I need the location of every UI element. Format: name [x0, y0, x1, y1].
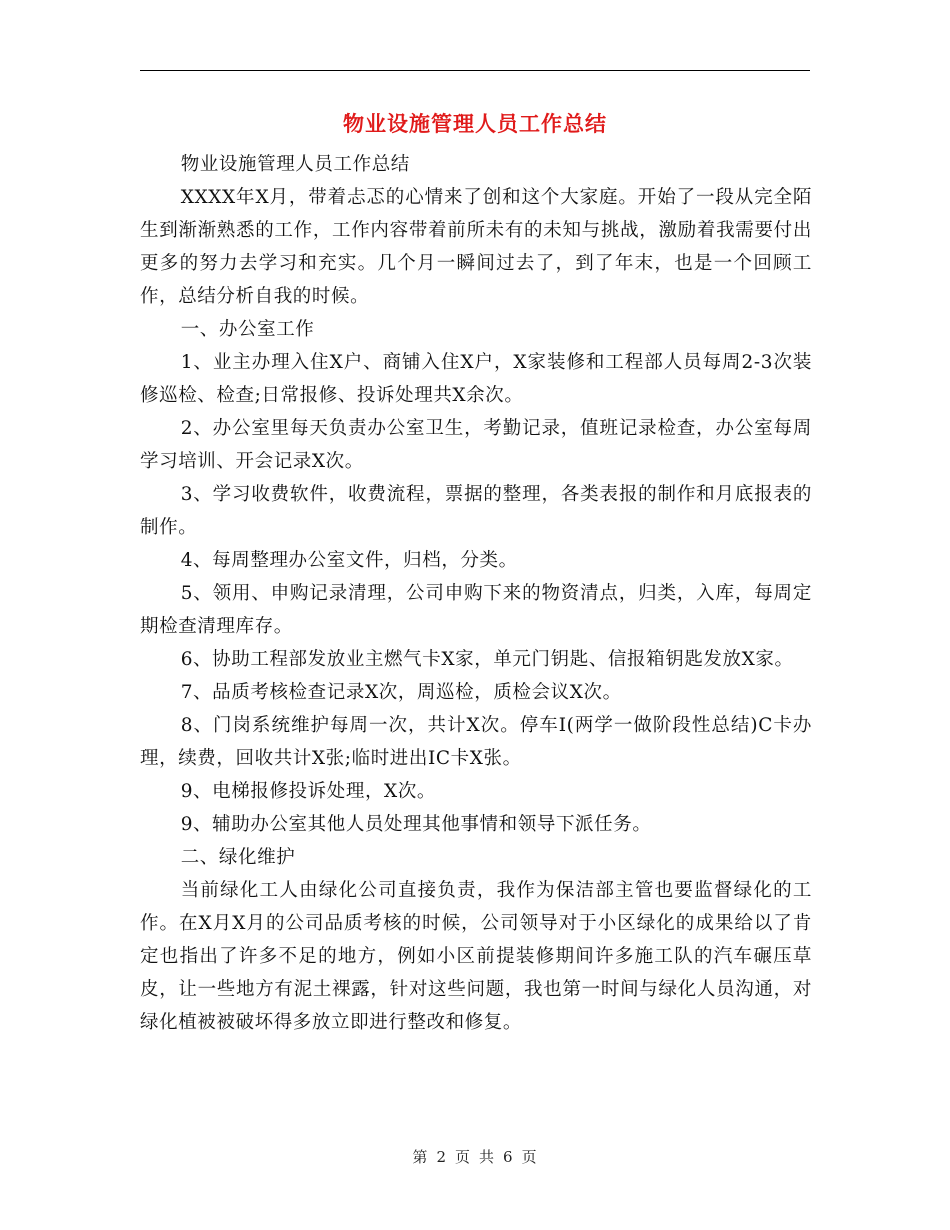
document-title: 物业设施管理人员工作总结 — [343, 111, 607, 136]
list-item: 9、电梯报修投诉处理，X次。 — [180, 781, 437, 802]
list-item: 2、办公室里每天负责办公室卫生，考勤记录，值班记录检查，办公室每周学习培训、开会记录X次。 — [140, 418, 812, 472]
list-item: 7、品质考核检查记录X次，周巡检，质检会议X次。 — [180, 682, 622, 703]
footer-current-page: 2 — [436, 1148, 447, 1166]
list-item: 8、门岗系统维护每周一次，共计X次。停车I(两学一做阶段性总结)C卡办理，续费，回收共计X张;临时进出IC卡X张。 — [140, 715, 812, 769]
paragraph-subtitle: 物业设施管理人员工作总结 — [180, 154, 410, 175]
list-item: 3、学习收费软件，收费流程，票据的整理，各类表报的制作和月底报表的制作。 — [140, 484, 812, 538]
section-heading-greening: 二、绿化维护 — [180, 847, 296, 868]
footer-total-unit: 页 — [521, 1148, 538, 1166]
page-footer — [0, 1146, 950, 1167]
list-item: 1、业主办理入住X户、商铺入住X户，X家装修和工程部人员每周2-3次装修巡检、检查;日常报修、投诉处理共X余次。 — [140, 352, 812, 406]
footer-total-prefix: 共 — [479, 1148, 496, 1166]
paragraph-greening: 当前绿化工人由绿化公司直接负责，我作为保洁部主管也要监督绿化的工作。在X月X月的公司品质考核的时候，公司领导对于小区绿化的成果给以了肯定也指出了许多不足的地方，例如小区前提装修期间许多施工队的汽车碾压草皮，让一些地方有泥土裸露，针对这些问题，我也第一时间与绿化人员沟通，对绿化植被被破坏得多放立即进行整改和修复。 — [140, 880, 812, 1033]
footer-prefix: 第 — [412, 1148, 429, 1166]
list-item: 9、辅助办公室其他人员处理其他事情和领导下派任务。 — [180, 814, 652, 835]
list-item: 6、协助工程部发放业主燃气卡X家，单元门钥匙、信报箱钥匙发放X家。 — [180, 649, 794, 670]
document-body — [140, 148, 812, 1039]
section-heading-office: 一、办公室工作 — [180, 319, 315, 340]
list-item: 4、每周整理办公室文件，归档，分类。 — [180, 550, 518, 571]
header-rule — [140, 70, 810, 71]
paragraph-intro: XXXX年X月，带着忐忑的心情来了创和这个大家庭。开始了一段从完全陌生到渐渐熟悉的工作，工作内容带着前所未有的未知与挑战，激励着我需要付出更多的努力去学习和充实。几个月一瞬间过去了，到了年末，也是一个回顾工作，总结分析自我的时候。 — [140, 187, 812, 307]
footer-total-pages: 6 — [503, 1148, 514, 1166]
footer-page-unit: 页 — [454, 1148, 471, 1166]
list-item: 5、领用、申购记录清理，公司申购下来的物资清点，归类，入库，每周定期检查清理库存。 — [140, 583, 812, 637]
